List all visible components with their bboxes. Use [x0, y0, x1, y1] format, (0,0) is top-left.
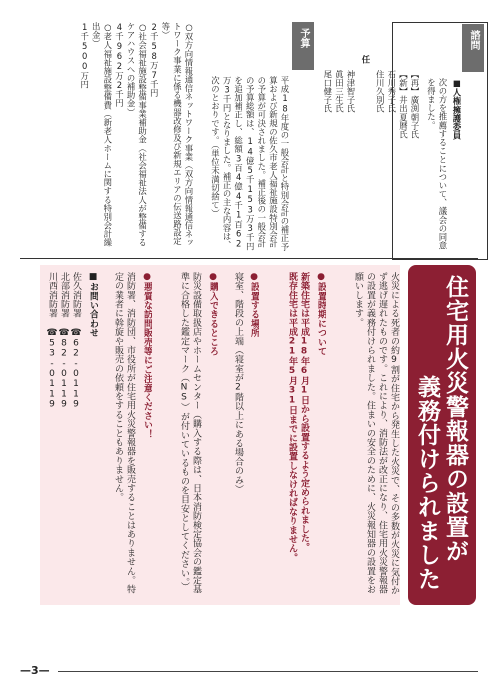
advice-sub2-list: 神津智子氏 眞田三生氏 尾口健子氏 [322, 70, 356, 113]
section-divider [20, 258, 478, 259]
alarm-q2-header: ●設置する場所 [249, 272, 259, 338]
alarm-warning-header: ●悪質な訪問販売等にご注意ください！ [142, 272, 152, 439]
budget-items: ○双方向情報通信ネットワーク事業（双方向情報通信ネットワーク事業に係る機器改修及び新規エリアの伝送路設定等） 2千58万7千円 ○社会福祉施設整備事業補助金（社会福祉法人が整備するケアハウスへの補助金） 4千962万2千円 ○老人福祉施設整備費（新老人ホームに関する特別会計繰出金） 1千500万円 [79, 22, 194, 247]
alarm-contact-header: ■お問い合わせ [88, 272, 98, 338]
alarm-q2-body: 寝室、階段の上端（寝室が2階以上にある場合のみ） [233, 272, 243, 494]
alarm-title-line1: 住宅用火災警報器の設置が [442, 275, 468, 563]
advice-header: 諮問 [468, 30, 479, 50]
alarm-q3-body: 防災設備取扱店やホームセンター（購入する際は、日本消防検定協会の鑑定基準に合格した鑑定マーク（NS）が付いているものを目安としてください。） [179, 272, 201, 594]
alarm-q3-header: ●購入できるところ [208, 272, 218, 356]
footer-rule [58, 671, 478, 672]
page-number: —3— [20, 664, 50, 677]
budget-header: 予算 [298, 28, 309, 48]
alarm-q1-header: ●設置時期について [316, 272, 326, 356]
budget-body: 平成18年度の一般会計と特別会計の補正予算および新規の佐久市老人福祉施設特別会計の予算が可決されました。補正後の一般会計の予算総額は、14億5千153万3千円を追加補正し、総額3百4億4千1百62万3千円となりました。補正の主な内容は、次のとおりです。（単位未満切捨て） [210, 76, 290, 252]
alarm-title-bar [408, 265, 476, 605]
alarm-contacts: 佐久消防署 ☎62-0119 北部消防署 ☎82-0119 川西消防署 ☎53-0119 [47, 272, 81, 410]
alarm-q1-body: 新築住宅は平成18年6月1日から設置するよう定められました。 既存住宅は平成21年5月31日までに設置しなければなりません。 [287, 272, 309, 563]
advice-sub2-header: 任 [361, 55, 371, 64]
advice-sub1-body: 次の方を推薦することについて、議会の同意を得ました。 [426, 78, 448, 250]
advice-sub1-header: ■人権擁護委員 [452, 78, 462, 140]
alarm-title-line2: 義務付けられました [414, 375, 440, 591]
alarm-warning-body: 消防署、消防団、市役所が住宅用火災警報器を販売することはありません。特定の業者に斡旋や販売の依頼をすることもありません。 [113, 272, 135, 594]
alarm-intro: 火災による死者の約9割が住宅から発生した火災で、その多数が火災に気付かず逃げ遅れたものです。これにより、消防法が改正になり、住宅用火災警報器の設置が義務付けられました。住まいの安全のために、火災報知器の設置をお願いします。 [353, 272, 399, 595]
advice-sub1-list: 【再】廣渕朝子氏 【新】井出夏暦氏 石川秀子氏 住川久別氏 [375, 70, 420, 139]
